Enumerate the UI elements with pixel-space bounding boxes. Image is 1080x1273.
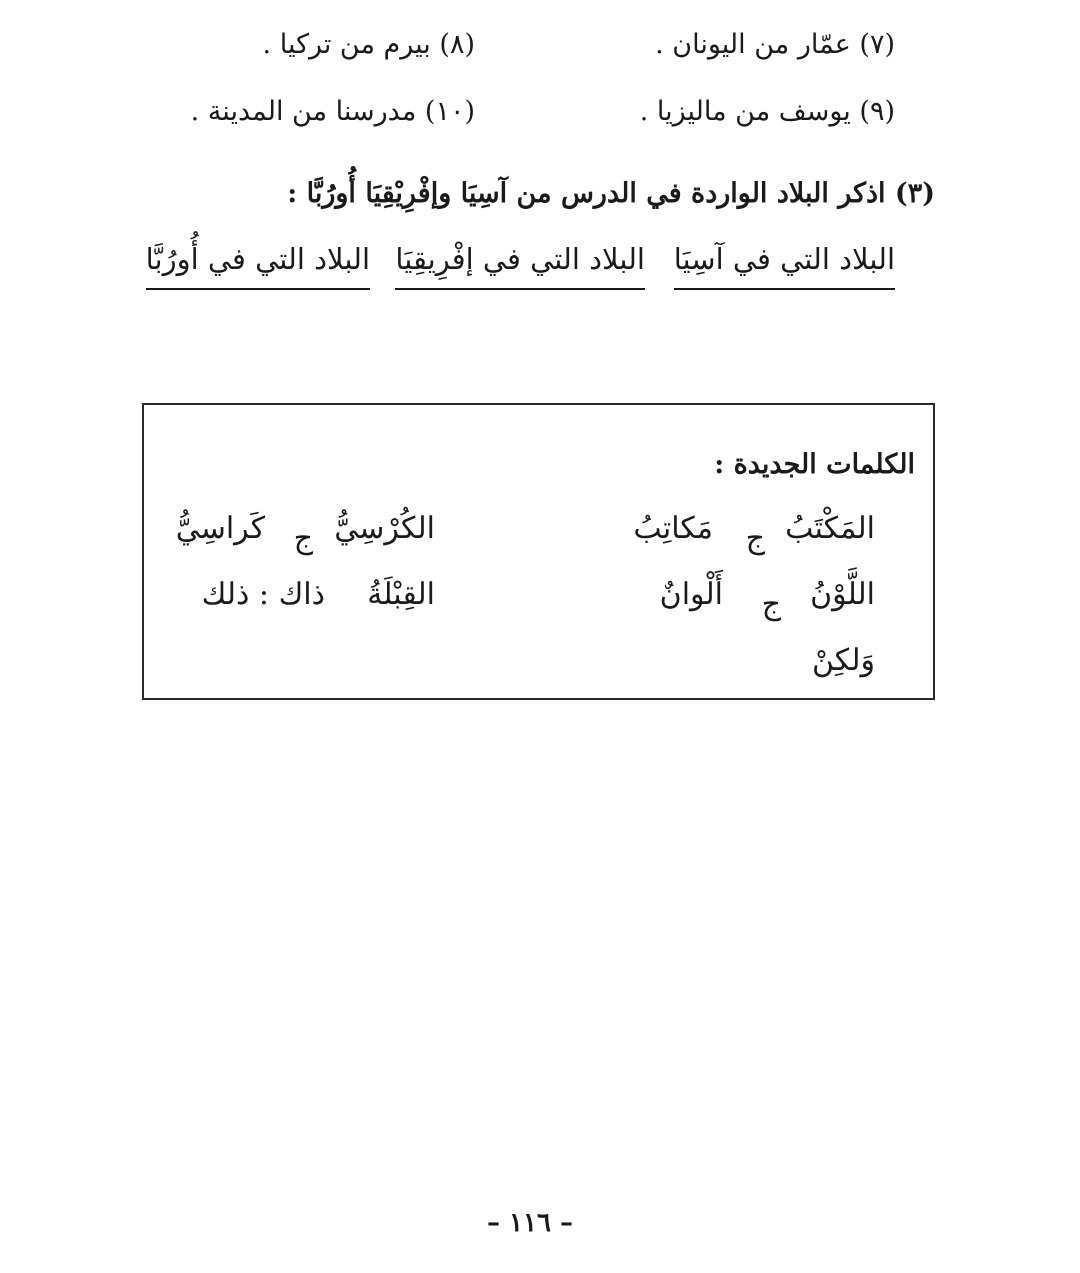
vocab-singular-lawn: اللَّوْنُ (810, 577, 875, 612)
item-10: (١٠) مدرسنا من المدينة . (190, 96, 475, 127)
vocab-plural-marker: ج (761, 587, 781, 622)
vocab-pair-dhaka-dhalika: ذاك : ذلك (201, 577, 325, 612)
column-europe: البلاد التي في أُورُبَّا (146, 238, 370, 290)
page-number: – ١١٦ – (486, 1208, 574, 1238)
column-asia: البلاد التي في آسِيَا (674, 238, 895, 290)
vocab-plural-karasi: كَراسِيُّ (175, 511, 265, 546)
vocab-word-lakin: وَلكِنْ (811, 643, 875, 678)
vocabulary-box (142, 403, 935, 700)
vocabulary-title: الكلمات الجديدة : (714, 449, 915, 480)
vocab-word-qibla: القِبْلَةُ (367, 577, 435, 612)
vocab-plural-marker: ج (745, 521, 765, 556)
vocab-plural-marker: ج (293, 521, 313, 556)
vocab-singular-maktab: المَكْتَبُ (785, 511, 875, 546)
item-8: (٨) بيرم من تركيا . (262, 29, 475, 60)
column-africa: البلاد التي في إفْرِيقِيَا (395, 238, 645, 290)
item-7: (٧) عمّار من اليونان . (655, 29, 895, 60)
vocab-singular-kursi: الكُرْسِيُّ (334, 511, 435, 546)
item-9: (٩) يوسف من ماليزيا . (639, 96, 895, 127)
exercise-heading: (٣) اذكر البلاد الواردة في الدرس من آسِيَا وإفْرِيْقِيَا أُورُبَّا : (287, 178, 935, 209)
vocab-plural-makatib: مَكاتِبُ (633, 511, 713, 546)
vocab-plural-alwan: أَلْوانٌ (659, 577, 723, 612)
